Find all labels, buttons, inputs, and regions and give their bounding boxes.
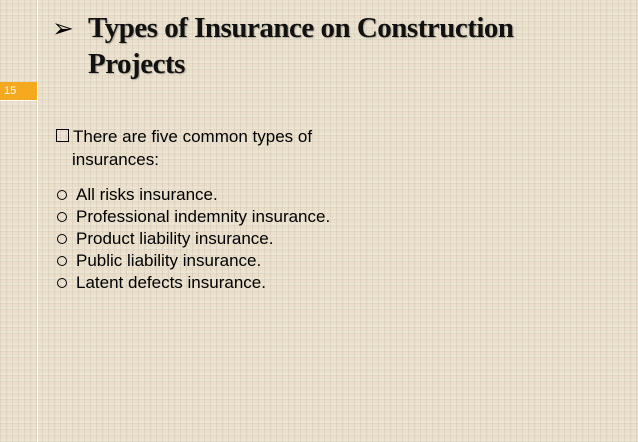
title-text: Types of Insurance on Construction Projects — [88, 12, 514, 80]
circle-bullet-icon — [57, 278, 67, 288]
left-margin-rule — [37, 0, 38, 442]
list-item-text: Professional indemnity insurance. — [76, 207, 331, 226]
list-item — [56, 250, 436, 272]
list-item — [56, 184, 436, 206]
intro-line-2: insurances: — [72, 150, 159, 169]
slide-content — [56, 125, 436, 294]
list-item-text: All risks insurance. — [76, 185, 218, 204]
checkbox-bullet-icon — [56, 129, 69, 142]
list-item — [56, 206, 436, 228]
intro-line-1: There are five common types of — [73, 127, 313, 146]
list-item-text: Product liability insurance. — [76, 229, 274, 248]
list-item — [56, 272, 436, 294]
circle-bullet-icon — [57, 234, 67, 244]
intro-paragraph — [56, 125, 436, 148]
arrow-bullet-icon: ➢ — [52, 14, 74, 44]
circle-bullet-icon — [57, 256, 67, 266]
circle-bullet-icon — [57, 190, 67, 200]
list-item-text: Latent defects insurance. — [76, 273, 266, 292]
slide-number-underline — [0, 100, 37, 101]
slide-number: 15 — [0, 82, 37, 100]
insurance-types-list — [56, 184, 436, 294]
list-item-text: Public liability insurance. — [76, 251, 262, 270]
circle-bullet-icon — [57, 212, 67, 222]
list-item — [56, 228, 436, 250]
